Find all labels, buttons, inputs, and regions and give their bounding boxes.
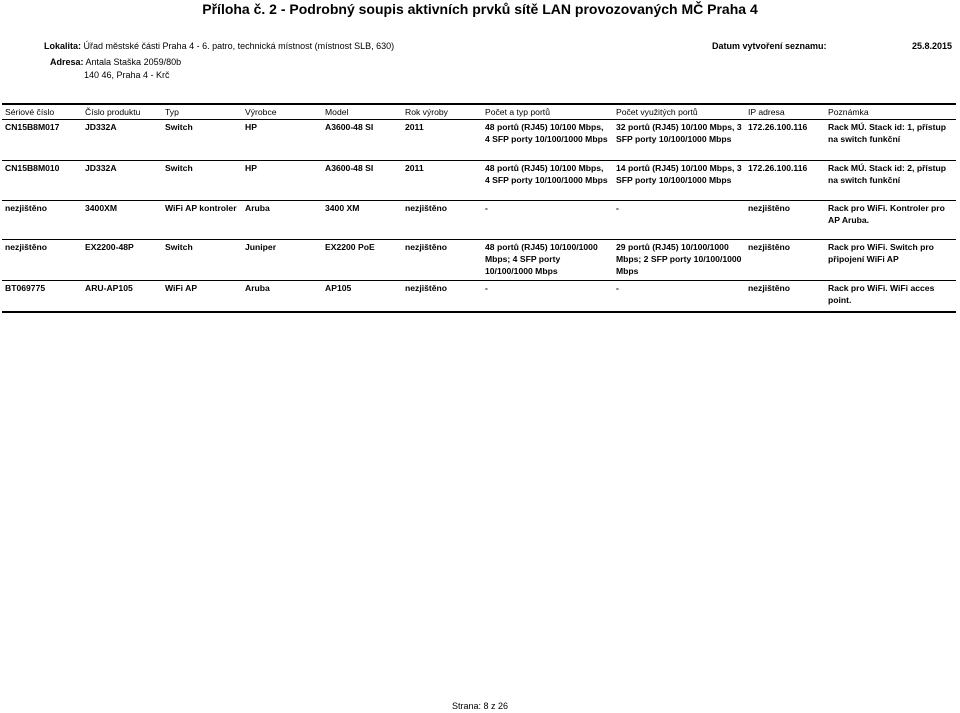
- date-label: Datum vytvoření seznamu:: [712, 41, 827, 51]
- cell-serial: CN15B8M010: [5, 163, 60, 173]
- cell-vendor: Juniper: [245, 242, 277, 252]
- cell-model: AP105: [325, 283, 352, 293]
- col-model: Model: [322, 104, 402, 120]
- col-serial: Sériové číslo: [2, 104, 82, 120]
- cell-model: A3600-48 SI: [325, 122, 374, 132]
- cell-ip: nezjištěno: [748, 283, 791, 293]
- inventory-table: [2, 103, 956, 313]
- table-row: [2, 281, 956, 313]
- cell-used-ports: -: [616, 283, 619, 293]
- cell-product-number: 3400XM: [85, 203, 118, 213]
- table-row: [2, 161, 956, 201]
- col-note: Poznámka: [825, 104, 956, 120]
- cell-note: Rack MÚ. Stack id: 1, přístup na switch funkční: [828, 122, 946, 144]
- cell-serial: CN15B8M017: [5, 122, 60, 132]
- cell-ip: nezjištěno: [748, 203, 791, 213]
- cell-type: Switch: [165, 163, 193, 173]
- table-header-row: [2, 104, 956, 120]
- cell-product-number: EX2200-48P: [85, 242, 134, 252]
- col-vendor: Výrobce: [242, 104, 322, 120]
- col-used-ports: Počet využitých portů: [613, 104, 745, 120]
- cell-vendor: Aruba: [245, 283, 270, 293]
- address-line: [50, 57, 181, 67]
- cell-type: WiFi AP kontroler: [165, 203, 237, 213]
- cell-model: A3600-48 SI: [325, 163, 374, 173]
- cell-serial: BT069775: [5, 283, 46, 293]
- cell-year: 2011: [405, 163, 424, 173]
- address-value-line2: 140 46, Praha 4 - Krč: [84, 70, 170, 80]
- cell-year: nezjištěno: [405, 203, 448, 213]
- cell-type: WiFi AP: [165, 283, 198, 293]
- location-label: Lokalita:: [44, 41, 82, 51]
- col-type: Typ: [162, 104, 242, 120]
- cell-type: Switch: [165, 242, 193, 252]
- cell-year: nezjištěno: [405, 242, 448, 252]
- cell-note: Rack pro WiFi. Switch pro připojení WiFi AP: [828, 242, 934, 264]
- cell-vendor: Aruba: [245, 203, 270, 213]
- cell-note: Rack MÚ. Stack id: 2, přístup na switch funkční: [828, 163, 946, 185]
- cell-serial: nezjištěno: [5, 242, 48, 252]
- cell-product-number: JD332A: [85, 163, 117, 173]
- col-product-number: Číslo produktu: [82, 104, 162, 120]
- location-line: [44, 41, 394, 51]
- cell-product-number: JD332A: [85, 122, 117, 132]
- cell-ip: nezjištěno: [748, 242, 791, 252]
- cell-model: EX2200 PoE: [325, 242, 375, 252]
- cell-used-ports: 32 portů (RJ45) 10/100 Mbps, 3 SFP porty 10/100/1000 Mbps: [616, 122, 742, 144]
- cell-vendor: HP: [245, 122, 257, 132]
- cell-note: Rack pro WiFi. Kontroler pro AP Aruba.: [828, 203, 945, 225]
- cell-ports: 48 portů (RJ45) 10/100 Mbps, 4 SFP porty 10/100/1000 Mbps: [485, 163, 608, 185]
- cell-serial: nezjištěno: [5, 203, 48, 213]
- document-title: Příloha č. 2 - Podrobný soupis aktivních prvků sítě LAN provozovaných MČ Praha 4: [202, 1, 758, 17]
- cell-ip: 172.26.100.116: [748, 122, 808, 132]
- cell-vendor: HP: [245, 163, 257, 173]
- cell-used-ports: 29 portů (RJ45) 10/100/1000 Mbps; 2 SFP porty 10/100/1000 Mbps: [616, 242, 742, 276]
- cell-note: Rack pro WiFi. WiFi acces point.: [828, 283, 935, 305]
- cell-product-number: ARU-AP105: [85, 283, 133, 293]
- address-value-line1: Antala Staška 2059/80b: [85, 57, 182, 67]
- cell-type: Switch: [165, 122, 193, 132]
- cell-ports: 48 portů (RJ45) 10/100/1000 Mbps; 4 SFP porty 10/100/1000 Mbps: [485, 242, 598, 276]
- cell-ports: -: [485, 283, 488, 293]
- page-number: Strana: 8 z 26: [451, 701, 509, 711]
- location-value: Úřad městské části Praha 4 - 6. patro, technická místnost (místnost SLB, 630): [83, 41, 395, 51]
- col-ports: Počet a typ portů: [482, 104, 613, 120]
- table-row: [2, 120, 956, 161]
- date-value: 25.8.2015: [912, 41, 953, 51]
- cell-used-ports: 14 portů (RJ45) 10/100 Mbps, 3 SFP porty 10/100/1000 Mbps: [616, 163, 742, 185]
- cell-model: 3400 XM: [325, 203, 360, 213]
- table-row: [2, 201, 956, 240]
- cell-ports: -: [485, 203, 488, 213]
- col-ip: IP adresa: [745, 104, 825, 120]
- cell-year: 2011: [405, 122, 424, 132]
- cell-used-ports: -: [616, 203, 619, 213]
- table-row: [2, 240, 956, 281]
- cell-ports: 48 portů (RJ45) 10/100 Mbps, 4 SFP porty 10/100/1000 Mbps: [485, 122, 608, 144]
- address-label: Adresa:: [50, 57, 84, 67]
- cell-year: nezjištěno: [405, 283, 448, 293]
- cell-ip: 172.26.100.116: [748, 163, 808, 173]
- col-year: Rok výroby: [402, 104, 482, 120]
